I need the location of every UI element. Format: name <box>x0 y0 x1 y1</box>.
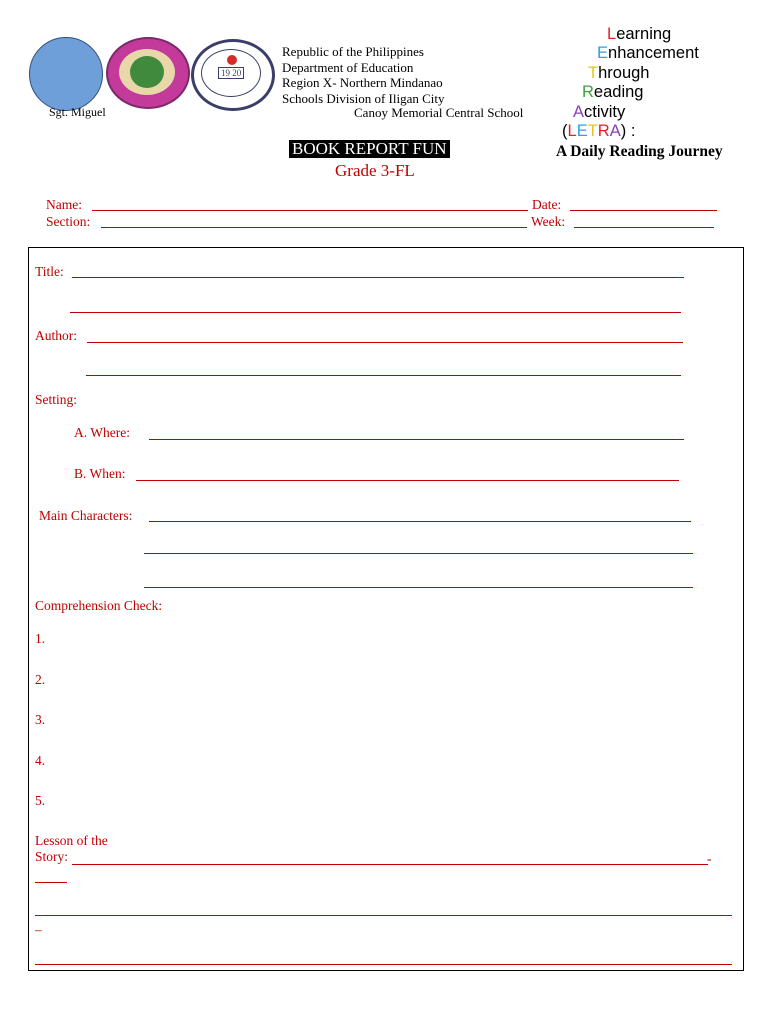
comprehension-check-label: Comprehension Check: <box>35 598 163 613</box>
question-number-2: 2. <box>35 672 46 687</box>
logo-caption: Sgt. Miguel <box>49 105 106 119</box>
letra-line-learning: Learning <box>607 25 672 43</box>
title-field-line-2[interactable] <box>70 312 681 313</box>
question-number-5: 5. <box>35 793 46 808</box>
when-field[interactable] <box>136 480 679 481</box>
section-label: Section: <box>46 214 91 229</box>
grade-label: Grade 3-FL <box>335 161 415 180</box>
characters-field-1[interactable] <box>149 521 691 522</box>
blue-circle-logo <box>29 37 103 111</box>
letra-line-enhancement: Enhancement <box>597 44 699 62</box>
school-name: Canoy Memorial Central School <box>354 105 524 120</box>
main-characters-label: Main Characters: <box>39 508 133 523</box>
header-line: Region X- Northern Mindanao <box>282 75 443 90</box>
lesson-field[interactable] <box>72 864 708 865</box>
lesson-field-line-3[interactable] <box>35 964 732 965</box>
lesson-field-continuation[interactable] <box>35 882 67 883</box>
author-label: Author: <box>35 328 77 343</box>
division-of-iligan-seal-icon <box>106 37 190 109</box>
author-field-line-2[interactable] <box>86 375 681 376</box>
lesson-label: Lesson of the Story: <box>35 833 108 864</box>
setting-label: Setting: <box>35 392 78 407</box>
header-line: Department of Education <box>282 59 414 75</box>
question-number-4: 4. <box>35 753 46 768</box>
author-field[interactable] <box>87 342 683 343</box>
letra-line-reading: Reading <box>582 83 644 101</box>
question-number-1: 1. <box>35 631 46 646</box>
section-field[interactable] <box>101 227 527 228</box>
lesson-dash: - <box>707 851 712 866</box>
letra-line-activity: Activity <box>573 103 626 121</box>
question-number-3: 3. <box>35 712 46 727</box>
lesson-field-line-2[interactable] <box>35 915 732 916</box>
document-title: BOOK REPORT FUN <box>289 140 450 158</box>
school-seal-icon <box>191 39 275 111</box>
agency-header <box>282 44 445 106</box>
title-field[interactable] <box>72 277 684 278</box>
letra-tagline: A Daily Reading Journey <box>556 143 723 160</box>
date-field[interactable] <box>570 210 717 211</box>
header-line: Republic of the Philippines <box>282 44 424 59</box>
seal-year: 19 20 <box>218 67 244 79</box>
lesson-trailing-dash: – <box>35 922 42 937</box>
letra-line-through: Through <box>588 64 650 82</box>
date-label: Date: <box>532 197 562 212</box>
letra-acronym: (LETRA) : <box>562 122 636 140</box>
where-label: A. Where: <box>74 425 130 440</box>
week-label: Week: <box>531 214 566 229</box>
name-label: Name: <box>46 197 82 212</box>
week-field[interactable] <box>574 227 714 228</box>
where-field[interactable] <box>149 439 684 440</box>
header-line: Schools Division of Iligan City <box>282 90 445 106</box>
title-label: Title: <box>35 264 64 279</box>
characters-field-2[interactable] <box>144 553 693 554</box>
when-label: B. When: <box>74 466 126 481</box>
name-field[interactable] <box>92 210 528 211</box>
characters-field-3[interactable] <box>144 587 693 588</box>
